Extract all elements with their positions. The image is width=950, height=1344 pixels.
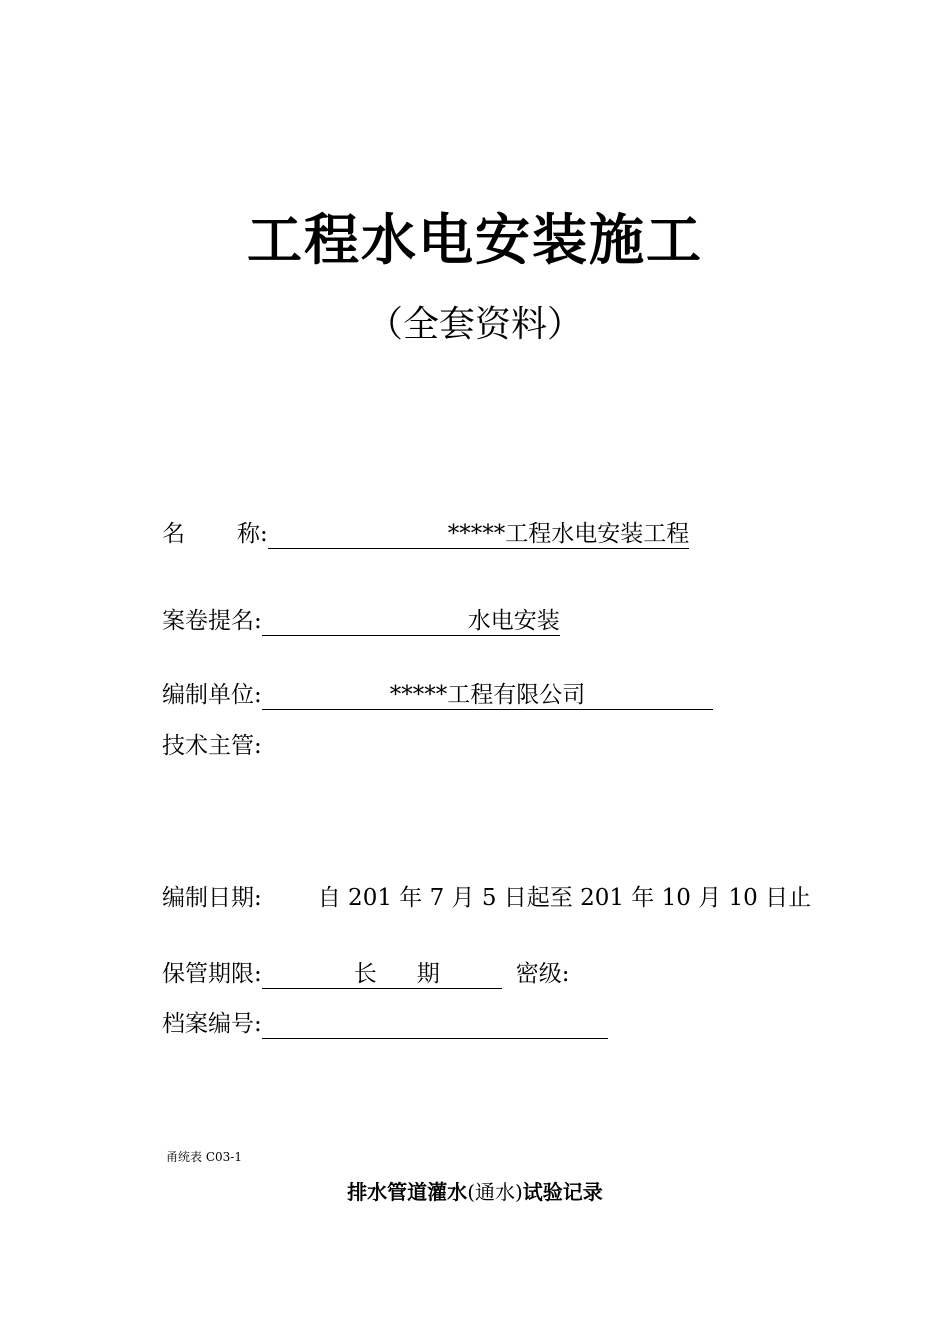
field-file-title-value (262, 606, 560, 636)
form-heading-bold-a: 排水管道灌水 (347, 1180, 468, 1204)
field-compiler-label: 编制单位: (162, 682, 262, 708)
field-archive-no-label: 档案编号: (162, 1011, 262, 1037)
field-file-title-label: 案卷提名: (162, 608, 262, 634)
form-heading (0, 1176, 950, 1205)
field-retention-value-a: 长 (353, 961, 377, 987)
field-name-label-b: 称: (237, 521, 268, 547)
field-name-value (268, 519, 690, 549)
field-archive-no (162, 1009, 608, 1039)
field-tech-supervisor-label: 技术主管: (162, 733, 262, 759)
field-name (162, 519, 689, 549)
form-heading-bold-b: 试验记录 (522, 1180, 603, 1204)
field-name-label-a: 名 (162, 521, 185, 547)
field-retention-value-b: 期 (416, 961, 440, 987)
field-retention-label: 保管期限: (162, 961, 262, 987)
document-subtitle: （全套资料） (366, 304, 583, 345)
field-compiler-value-text: *****工程有限公司 (389, 682, 586, 708)
field-date-value: 自 201 年 7 月 5 日起至 201 年 10 月 10 日止 (317, 885, 812, 911)
form-heading-normal: (通水) (467, 1180, 523, 1204)
field-secrecy-label: 密级: (515, 961, 570, 987)
field-compiler-value (262, 680, 714, 710)
field-retention-value (262, 959, 502, 989)
field-name-value-text: *****工程水电安装工程 (447, 521, 690, 547)
field-date (162, 883, 811, 913)
field-compiler (162, 680, 713, 710)
field-tech-supervisor (162, 731, 262, 761)
field-archive-no-value (262, 1009, 608, 1039)
form-code: 甬统表 C03-1 (166, 1150, 242, 1164)
document-title: 工程水电安装施工 (246, 208, 703, 272)
field-file-title (162, 606, 560, 636)
field-retention (162, 959, 570, 989)
field-date-label: 编制日期: (162, 885, 262, 911)
field-file-title-value-text: 水电安装 (467, 608, 560, 634)
